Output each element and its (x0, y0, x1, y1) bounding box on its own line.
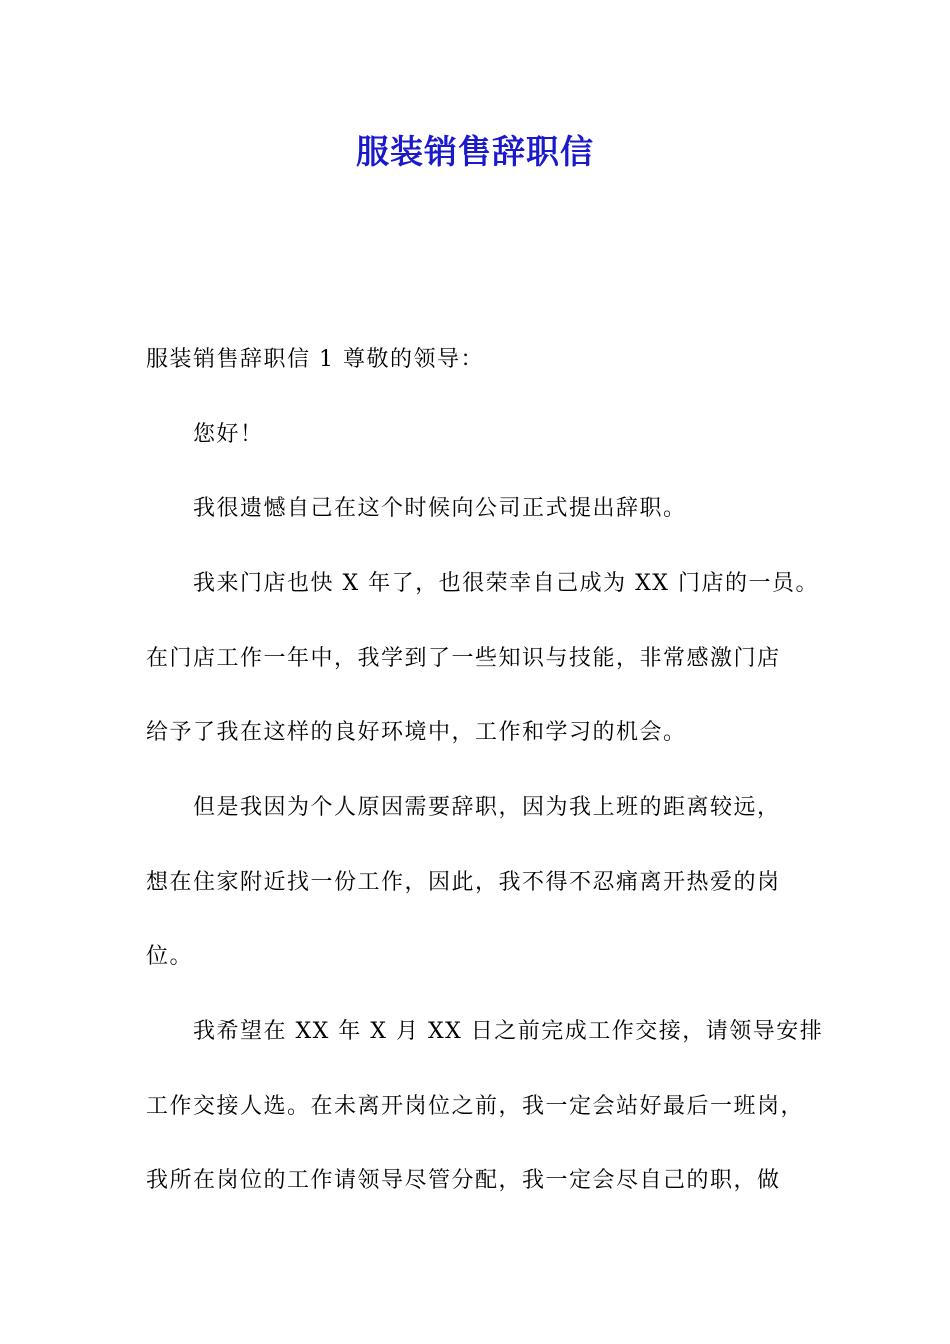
paragraph-line: 在门店工作一年中，我学到了一些知识与技能，非常感激门店 (146, 646, 781, 671)
paragraph-line: 想在住家附近找一份工作，因此，我不得不忍痛离开热爱的岗 (146, 870, 781, 895)
paragraph-line: 我所在岗位的工作请领导尽管分配，我一定会尽自己的职，做 (146, 1168, 781, 1193)
paragraph-line: 我来门店也快 X 年了，也很荣幸自己成为 XX 门店的一员。 (193, 571, 819, 596)
paragraph-line: 工作交接人选。在未离开岗位之前，我一定会站好最后一班岗， (146, 1094, 805, 1119)
paragraph-line: 我希望在 XX 年 X 月 XX 日之前完成工作交接，请领导安排 (193, 1019, 824, 1044)
paragraph-line: 给予了我在这样的良好环境中，工作和学习的机会。 (146, 720, 687, 745)
paragraph-line: 位。 (146, 944, 194, 969)
greeting-line: 您好！ (193, 422, 264, 447)
salutation-line: 服装销售辞职信 1 尊敬的领导： (146, 347, 484, 372)
paragraph-line: 但是我因为个人原因需要辞职，因为我上班的距离较远， (193, 795, 781, 820)
document-title: 服装销售辞职信 (356, 132, 594, 171)
paragraph-line: 我很遗憾自己在这个时候向公司正式提出辞职。 (193, 496, 687, 521)
